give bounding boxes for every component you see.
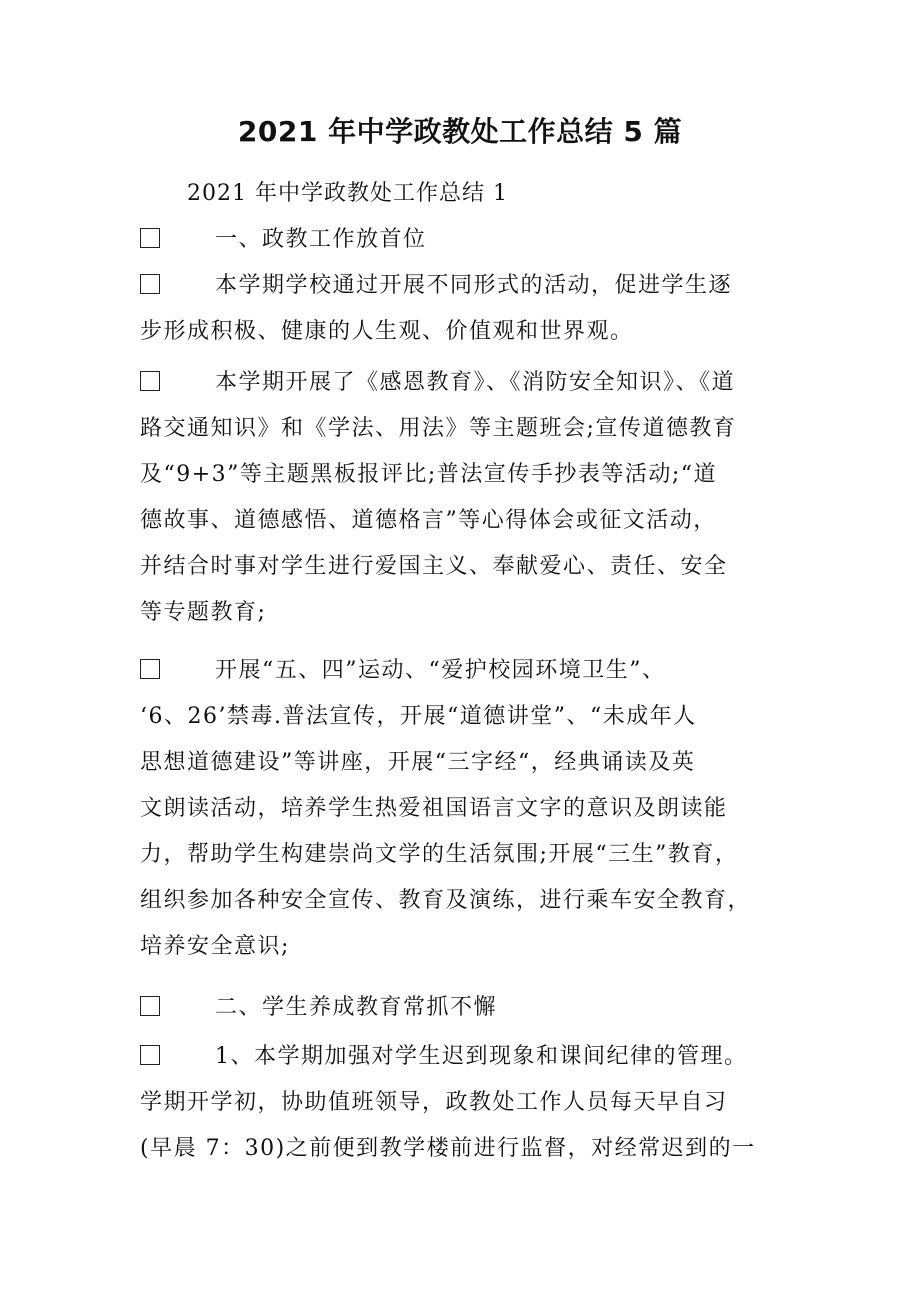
checkbox-icon bbox=[140, 659, 160, 679]
paragraph-line: 培养安全意识; bbox=[140, 934, 290, 959]
paragraph-line: 及“9+3”等主题黑板报评比;普法宣传手抄表等活动;“道 bbox=[140, 462, 717, 487]
paragraph-line: 等专题教育; bbox=[140, 600, 267, 625]
paragraph-3 bbox=[140, 360, 780, 636]
paragraph-line: 学期开学初，协助值班领导，政教处工作人员每天早自习 bbox=[140, 1090, 728, 1115]
paragraph-line: 路交通知识》和《学法、用法》等主题班会;宣传道德教育 bbox=[140, 416, 737, 441]
checkbox-icon bbox=[140, 274, 160, 294]
paragraph-line: 开展“五、四”运动、“爱护校园环境卫生”、 bbox=[215, 658, 666, 683]
paragraph-line: ‘6、26’禁毒.普法宣传，开展“道德讲堂”、“未成年人 bbox=[140, 704, 697, 729]
paragraph-line: 文朗读活动，培养学生热爱祖国语言文字的意识及朗读能 bbox=[140, 796, 728, 821]
paragraph-line: 组织参加各种安全宣传、教育及演练，进行乘车安全教育， bbox=[140, 888, 752, 913]
section-subtitle: 2021 年中学政教处工作总结 1 bbox=[187, 181, 508, 206]
checkbox-icon bbox=[140, 996, 160, 1016]
checkbox-icon bbox=[140, 1045, 160, 1065]
paragraph-line: 二、学生养成教育常抓不懈 bbox=[215, 995, 498, 1020]
paragraph-2 bbox=[140, 263, 780, 355]
paragraph-5 bbox=[140, 985, 780, 1031]
paragraph-6 bbox=[140, 1034, 780, 1172]
paragraph-4 bbox=[140, 648, 780, 970]
paragraph-line: 本学期开展了《感恩教育》、《消防安全知识》、《道 bbox=[215, 370, 736, 395]
checkbox-icon bbox=[140, 228, 160, 248]
paragraph-line: 力，帮助学生构建崇尚文学的生活氛围;开展“三生”教育， bbox=[140, 842, 739, 867]
paragraph-line: 德故事、道德感悟、道德格言”等心得体会或征文活动， bbox=[140, 508, 717, 533]
paragraph-line: 并结合时事对学生进行爱国主义、奉献爱心、责任、安全 bbox=[140, 554, 728, 579]
paragraph-line: 一、政教工作放首位 bbox=[215, 227, 427, 252]
paragraph-line: 思想道德建设”等讲座，开展“三字经“，经典诵读及英 bbox=[140, 750, 696, 775]
paragraph-1 bbox=[140, 217, 780, 263]
paragraph-line: 本学期学校通过开展不同形式的活动，促进学生逐 bbox=[215, 273, 733, 298]
checkbox-icon bbox=[140, 371, 160, 391]
paragraph-line: (早晨 7：30)之前便到教学楼前进行监督，对经常迟到的一 bbox=[140, 1136, 756, 1161]
paragraph-line: 1、本学期加强对学生迟到现象和课间纪律的管理。 bbox=[215, 1044, 748, 1069]
document-title: 2021 年中学政教处工作总结 5 篇 bbox=[237, 115, 683, 148]
paragraph-line: 步形成积极、健康的人生观、价值观和世界观。 bbox=[140, 319, 634, 344]
